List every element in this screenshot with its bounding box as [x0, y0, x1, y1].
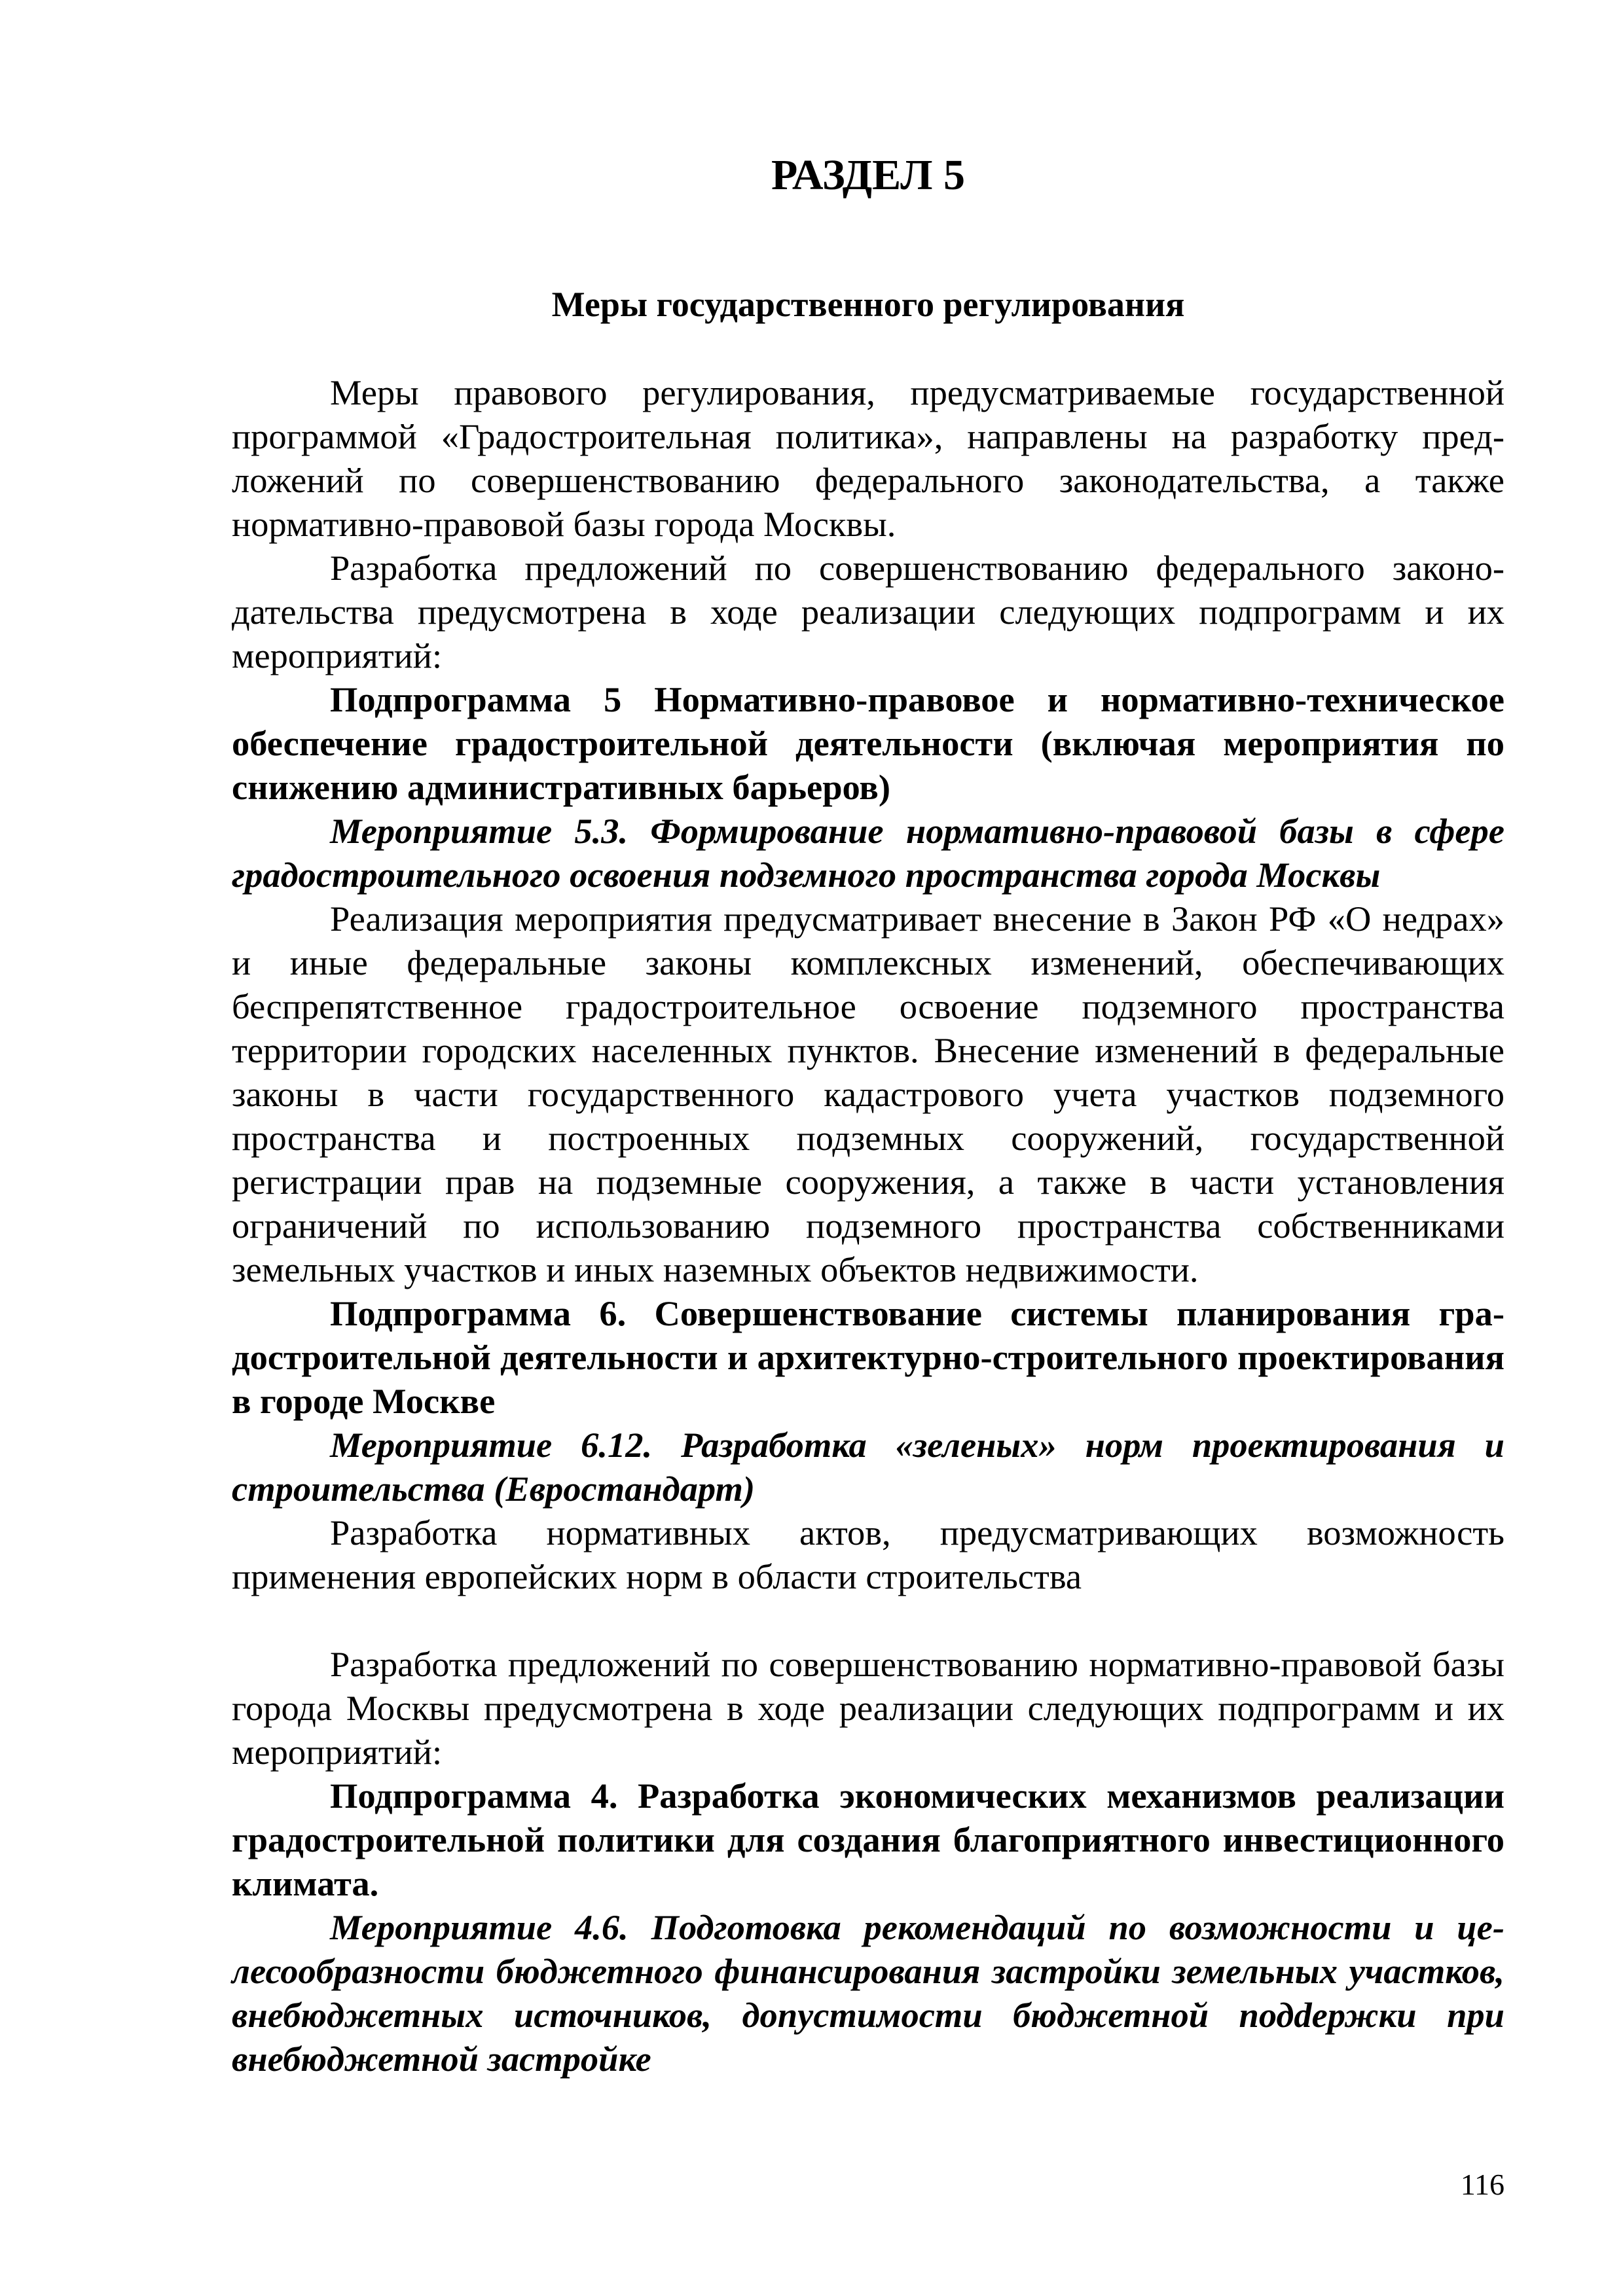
measure-5-3-text: Реализация мероприятия предусматривает внесение в Закон РФ «О недрах» и иные федеральные законы комплексных изменений, обеспечивающих беспрепятственное градостроительное освоение подземного пространства территории городских населенных пунктов. Внесение изменений в федеральные законы в части государственного кадастрового учета участков подземного пространства и построенных подземных сооружений, государственной регистрации прав на подземные сооружения, а также в части установления ограничений по использованию подземного пространства собственниками земельных участков и иных наземных объектов недвижимости. — [232, 899, 1504, 1289]
subprogram-4-heading: Подпрограмма 4. Разработка экономических механизмов реализации градостроительной политики для создания благоприятного инвестиционного климата. — [232, 1776, 1504, 1903]
section-title: РАЗДЕЛ 5 — [771, 151, 965, 199]
subprogram-5-heading: Подпрограмма 5 Нормативно-правовое и нормативно-техническое обеспечение градостроительной деятельности (включая мероприятия по снижению административных барьеров) — [232, 679, 1504, 807]
section-subtitle: Меры государственного регулирования — [551, 285, 1185, 324]
page-number: 116 — [1460, 2168, 1504, 2201]
subprogram-6-heading: Подпрограмма 6. Совершенствование системы планирования градостроительной деятельности и архитектурно-строительного проектирования в городе Москве — [232, 1293, 1504, 1421]
body-text — [232, 370, 1504, 2081]
paragraph-moscow-intro: Разработка предложений по совершенствованию нормативно-правовой базы города Москвы предусмотрена в ходе реализации следующих подпрограмм и их мероприятий: — [232, 1644, 1504, 1772]
measure-4-6-heading: Мероприятие 4.6. Подготовка рекомендаций по возможности и целесообразности бюджетного финансирования застройки земельных участков, внебюджетных источников, допустимости бюджетной подdержки при внебюджетной застройке — [232, 1907, 1504, 2079]
paragraph-federal-intro: Разработка предложений по совершенствованию федерального законодательства предусмотрена в ходе реализации следующих подпрограмм и их мероприятий: — [232, 548, 1504, 675]
measure-6-12-text: Разработка нормативных актов, предусматривающих возможность применения европейских норм в области строительства — [232, 1513, 1504, 1596]
measure-5-3-heading: Мероприятие 5.3. Формирование нормативно-правовой базы в сфере градостроительного освоения подземного пространства города Москвы — [232, 811, 1504, 895]
document-page — [232, 0, 1504, 2296]
measure-6-12-heading: Мероприятие 6.12. Разработка «зеленых» норм проектирования и строительства (Евростандарт) — [232, 1425, 1504, 1509]
paragraph-intro: Меры правового регулирования, предусматриваемые государственной программой «Градостроительная политика», направлены на разработку предложений по совершенствованию федерального законодательства, а также нормативно-правовой базы города Москвы. — [232, 372, 1504, 544]
